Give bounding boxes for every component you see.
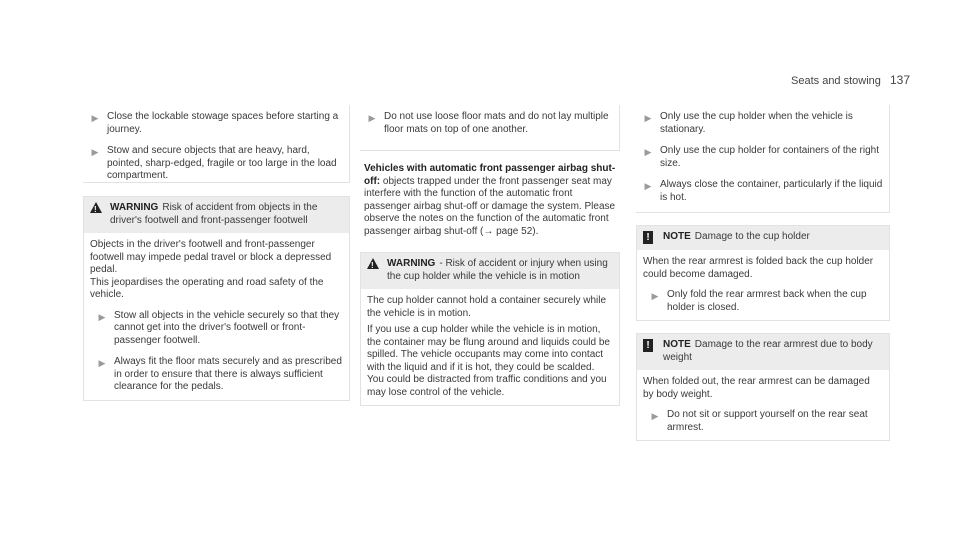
arrow-right-icon: ▶ <box>91 113 99 123</box>
warning-text: The cup holder cannot hold a container securely while the vehicle is in motion. <box>367 295 607 319</box>
warning-box <box>83 196 350 401</box>
warning-triangle-icon: ! <box>367 258 387 283</box>
list-item: ▶ Only use the cup holder for containers of the right size. <box>636 145 883 170</box>
warning-body <box>84 233 349 400</box>
warning-body <box>361 289 619 405</box>
column-2 <box>360 105 620 406</box>
arrow-right-icon: ▶ <box>368 113 376 123</box>
page-header <box>791 73 910 87</box>
arrow-right-icon: ▶ <box>644 113 652 123</box>
arrow-right-icon: ▶ <box>98 311 106 322</box>
note-body <box>637 370 889 440</box>
note-text: When folded out, the rear armrest can be damaged by body weight. <box>643 376 870 400</box>
list-item: ▶ Stow all objects in the vehicle securely so that they cannot get into the driver's footwell or front-passenger footwell. <box>90 310 343 348</box>
warning-header <box>361 253 619 289</box>
list-item: ▶ Do not sit or support yourself on the rear seat armrest. <box>643 409 883 434</box>
warning-title: Risk of accident from objects in the driver's footwell and front-passenger footwell <box>110 202 318 226</box>
note-title: Damage to the rear armrest due to body weight <box>663 339 873 363</box>
exclamation-icon: ! <box>643 231 663 244</box>
note-text: When the rear armrest is folded back the cup holder could become damaged. <box>643 256 874 280</box>
note-label: NOTE <box>663 339 691 350</box>
warning-text: If you use a cup holder while the vehicle is in motion, the container may be flung around and liquids could be spilled. The vehicle occupants may come into contact with the liquid and if it is hot, they could be scalded. You could be distracted from traffic conditions and you may lose control of the vehicle. <box>367 324 610 398</box>
bullet-list <box>636 105 890 213</box>
column-1 <box>83 105 350 401</box>
warning-header <box>84 197 349 233</box>
warning-text: This jeopardises the operating and road safety of the vehicle. <box>90 276 324 300</box>
note-header <box>637 334 889 370</box>
bullet-list <box>83 105 350 183</box>
note-title: Damage to the cup holder <box>694 231 810 242</box>
arrow-right-icon: ▶ <box>651 291 659 301</box>
list-item: ▶ Close the lockable stowage spaces before starting a journey. <box>83 111 343 136</box>
arrow-right-icon: ▶ <box>91 147 99 157</box>
exclamation-icon: ! <box>643 339 663 364</box>
arrow-right-icon: ▶ <box>651 411 659 421</box>
warning-box <box>360 252 620 406</box>
list-item: ▶ Stow and secure objects that are heavy, hard, pointed, sharp-edged, fragile or too large in the load compartment. <box>83 145 343 183</box>
page-number: 137 <box>889 73 910 87</box>
note-box <box>636 333 890 441</box>
list-item: ▶ Always fit the floor mats securely and as prescribed in order to ensure that there is always sufficient clearance for the pedals. <box>90 356 343 394</box>
list-item: ▶ Only use the cup holder when the vehicle is stationary. <box>636 111 883 136</box>
warning-title: - Risk of accident or injury when using the cup holder while the vehicle is in motion <box>387 258 608 282</box>
note-header <box>637 226 889 250</box>
column-3 <box>636 105 890 441</box>
section-title: Seats and stowing <box>791 75 881 87</box>
bullet-list <box>360 105 620 151</box>
note-box <box>636 225 890 321</box>
note-label: NOTE <box>663 231 691 242</box>
warning-label: WARNING <box>110 202 159 213</box>
note-body <box>637 250 889 320</box>
warning-label: WARNING <box>387 258 436 269</box>
airbag-paragraph: Vehicles with automatic front passenger airbag shut-off: objects trapped under the front passenger seat may interfere with the function of the automatic front passenger airbag shut-off or damage the system. Please observe the notes on the function of the automatic front passenger airbag shut-off (→ page 52). <box>364 163 616 237</box>
warning-triangle-icon: ! <box>90 202 110 227</box>
list-item: ▶ Only fold the rear armrest back when the cup holder is closed. <box>643 289 883 314</box>
arrow-right-icon: ▶ <box>644 181 652 191</box>
arrow-right-icon: ▶ <box>644 147 652 157</box>
list-item: ▶ Do not use loose floor mats and do not lay multiple floor mats on top of one another. <box>360 111 613 136</box>
warning-text: Objects in the driver's footwell and front-passenger footwell may impede pedal travel or block a depressed pedal. <box>90 239 332 275</box>
arrow-right-icon: ▶ <box>98 358 106 368</box>
list-item: ▶ Always close the container, particularly if the liquid is hot. <box>636 179 883 204</box>
